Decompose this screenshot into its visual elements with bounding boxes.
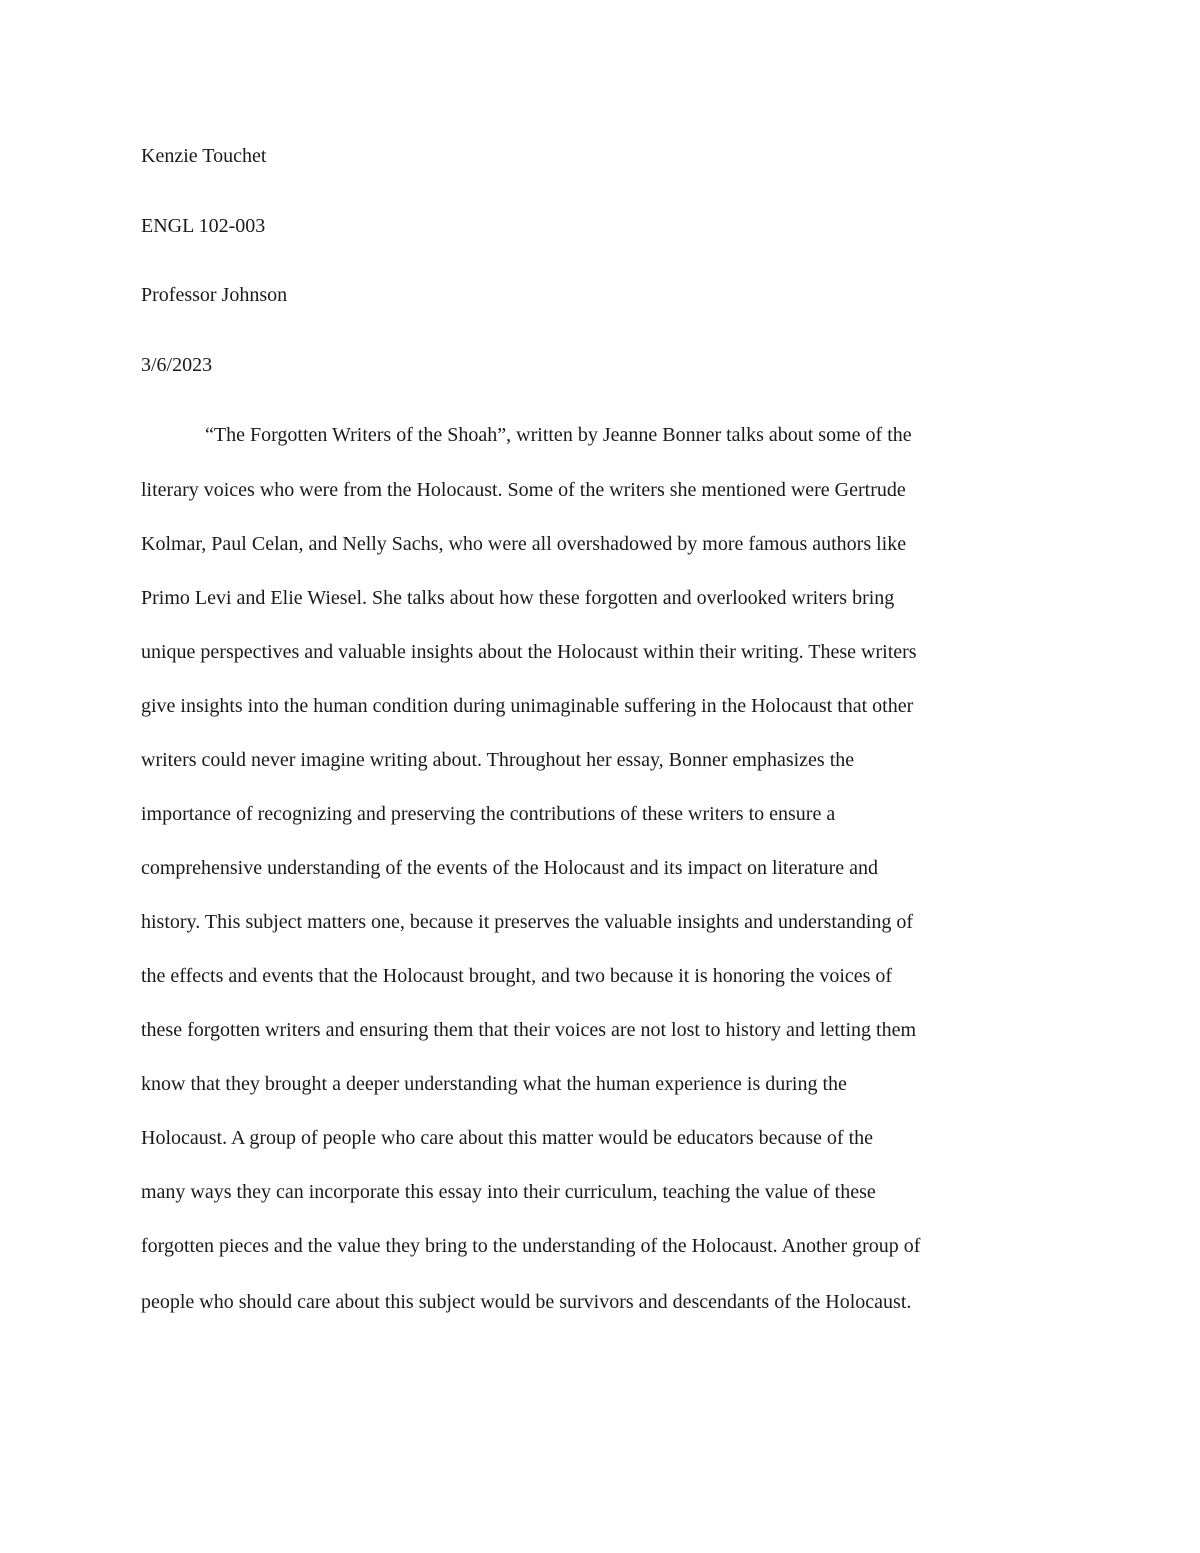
paragraph-line: give insights into the human condition during unimaginable suffering in the Holocaust that other [141, 695, 914, 717]
document-date: 3/6/2023 [141, 354, 213, 376]
paragraph-line: Kolmar, Paul Celan, and Nelly Sachs, who were all overshadowed by more famous authors like [141, 533, 907, 555]
paragraph-line: importance of recognizing and preserving the contributions of these writers to ensure a [141, 803, 836, 825]
paragraph-line: forgotten pieces and the value they bring to the understanding of the Holocaust. Another group of [141, 1235, 921, 1257]
paragraph-line: Holocaust. A group of people who care about this matter would be educators because of the [141, 1127, 874, 1149]
student-name: Kenzie Touchet [141, 145, 267, 167]
paragraph-line: people who should care about this subject would be survivors and descendants of the Holocaust. [141, 1291, 912, 1313]
paragraph-line: literary voices who were from the Holocaust. Some of the writers she mentioned were Gertrude [141, 479, 906, 501]
paragraph-line: “The Forgotten Writers of the Shoah”, written by Jeanne Bonner talks about some of the [205, 424, 912, 446]
paragraph-line: writers could never imagine writing about. Throughout her essay, Bonner emphasizes the [141, 749, 855, 771]
paragraph-line: Primo Levi and Elie Wiesel. She talks about how these forgotten and overlooked writers bring [141, 587, 895, 609]
course-code: ENGL 102-003 [141, 215, 266, 237]
professor-name: Professor Johnson [141, 284, 288, 306]
paragraph-line: unique perspectives and valuable insights about the Holocaust within their writing. These writers [141, 641, 917, 663]
paragraph-line: comprehensive understanding of the events of the Holocaust and its impact on literature and [141, 857, 879, 879]
paragraph-line: the effects and events that the Holocaust brought, and two because it is honoring the voices of [141, 965, 893, 987]
paragraph-line: these forgotten writers and ensuring them that their voices are not lost to history and letting them [141, 1019, 917, 1041]
paragraph-line: history. This subject matters one, because it preserves the valuable insights and understanding of [141, 911, 914, 933]
paragraph-line: know that they brought a deeper understanding what the human experience is during the [141, 1073, 847, 1095]
paragraph-line: many ways they can incorporate this essay into their curriculum, teaching the value of these [141, 1181, 876, 1203]
